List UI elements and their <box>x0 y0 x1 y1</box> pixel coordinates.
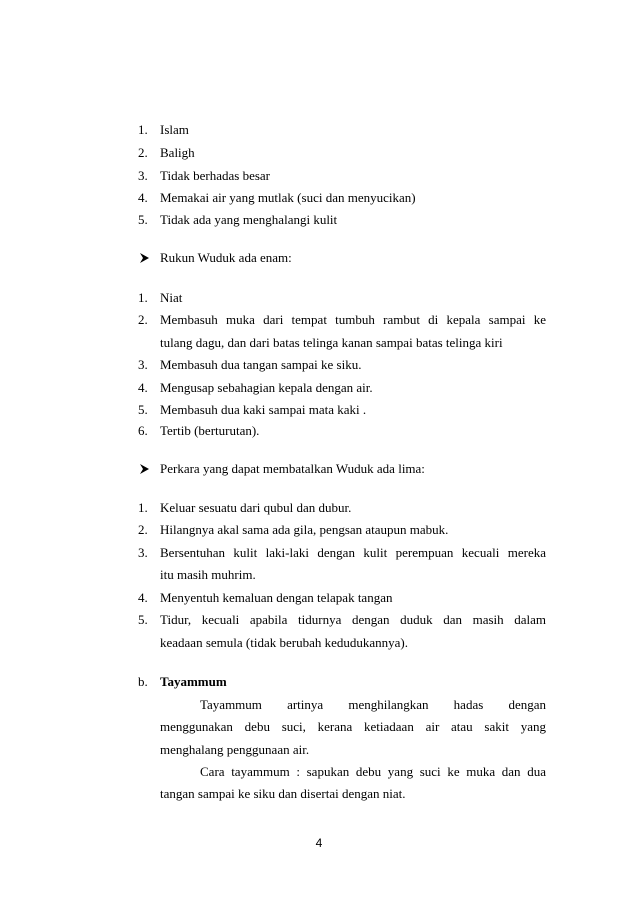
list-number: 5. <box>138 212 148 227</box>
list-item-line: keadaan semula (tidak berubah kedudukannya). <box>160 635 408 650</box>
list-item: Tidak ada yang menghalangi kulit <box>160 212 338 227</box>
list-number: 3. <box>138 168 148 183</box>
paragraph-line: tangan sampai ke siku dan disertai dengan niat. <box>160 786 406 801</box>
arrow-bullet-icon <box>138 461 152 477</box>
arrow-bullet-icon <box>138 250 152 266</box>
list-number: 3. <box>138 545 148 560</box>
list-number: 2. <box>138 522 148 537</box>
list-item: Mengusap sebahagian kepala dengan air. <box>160 380 373 395</box>
list-number: 1. <box>138 500 148 515</box>
list-item-line: Tidur, kecuali apabila tidurnya dengan duduk dan masih dalam <box>160 612 546 627</box>
paragraph-line: menggunakan debu suci, kerana ketiadaan air atau sakit yang <box>160 719 546 734</box>
page-number: 4 <box>315 836 323 850</box>
list-item-line: Bersentuhan kulit laki-laki dengan kulit perempuan kecuali mereka <box>160 545 546 560</box>
list-number: 1. <box>138 290 148 305</box>
list-number: 2. <box>138 145 148 160</box>
list-item: Membasuh dua kaki sampai mata kaki . <box>160 402 367 417</box>
list-number: 4. <box>138 590 148 605</box>
list-item: Membasuh dua tangan sampai ke siku. <box>160 357 362 372</box>
list-number: 2. <box>138 312 148 327</box>
section-title: Tayammum <box>160 674 227 689</box>
list-item: Islam <box>160 122 189 137</box>
section-label: b. <box>138 674 148 689</box>
list-item-line: Membasuh muka dari tempat tumbuh rambut di kepala sampai ke <box>160 312 546 327</box>
batal-heading: Perkara yang dapat membatalkan Wuduk ada lima: <box>160 461 425 476</box>
list-number: 5. <box>138 402 148 417</box>
rukun-heading: Rukun Wuduk ada enam: <box>160 250 292 265</box>
list-item: Hilangnya akal sama ada gila, pengsan ataupun mabuk. <box>160 522 449 537</box>
list-item: Niat <box>160 290 183 305</box>
list-number: 6. <box>138 423 148 438</box>
list-item: Keluar sesuatu dari qubul dan dubur. <box>160 500 352 515</box>
list-item: Tertib (berturutan). <box>160 423 260 438</box>
list-item: Menyentuh kemaluan dengan telapak tangan <box>160 590 393 605</box>
list-number: 3. <box>138 357 148 372</box>
list-item: Baligh <box>160 145 195 160</box>
paragraph-line: menghalang penggunaan air. <box>160 742 310 757</box>
list-number: 1. <box>138 122 148 137</box>
list-number: 4. <box>138 190 148 205</box>
paragraph-line: Cara tayammum : sapukan debu yang suci ke muka dan dua <box>200 764 546 779</box>
list-item: Memakai air yang mutlak (suci dan menyucikan) <box>160 190 416 205</box>
list-item-line: tulang dagu, dan dari batas telinga kanan sampai batas telinga kiri <box>160 335 503 350</box>
list-item: Tidak berhadas besar <box>160 168 270 183</box>
list-item-line: itu masih muhrim. <box>160 567 256 582</box>
list-number: 5. <box>138 612 148 627</box>
list-number: 4. <box>138 380 148 395</box>
paragraph-line: Tayammum artinya menghilangkan hadas dengan <box>200 697 546 712</box>
